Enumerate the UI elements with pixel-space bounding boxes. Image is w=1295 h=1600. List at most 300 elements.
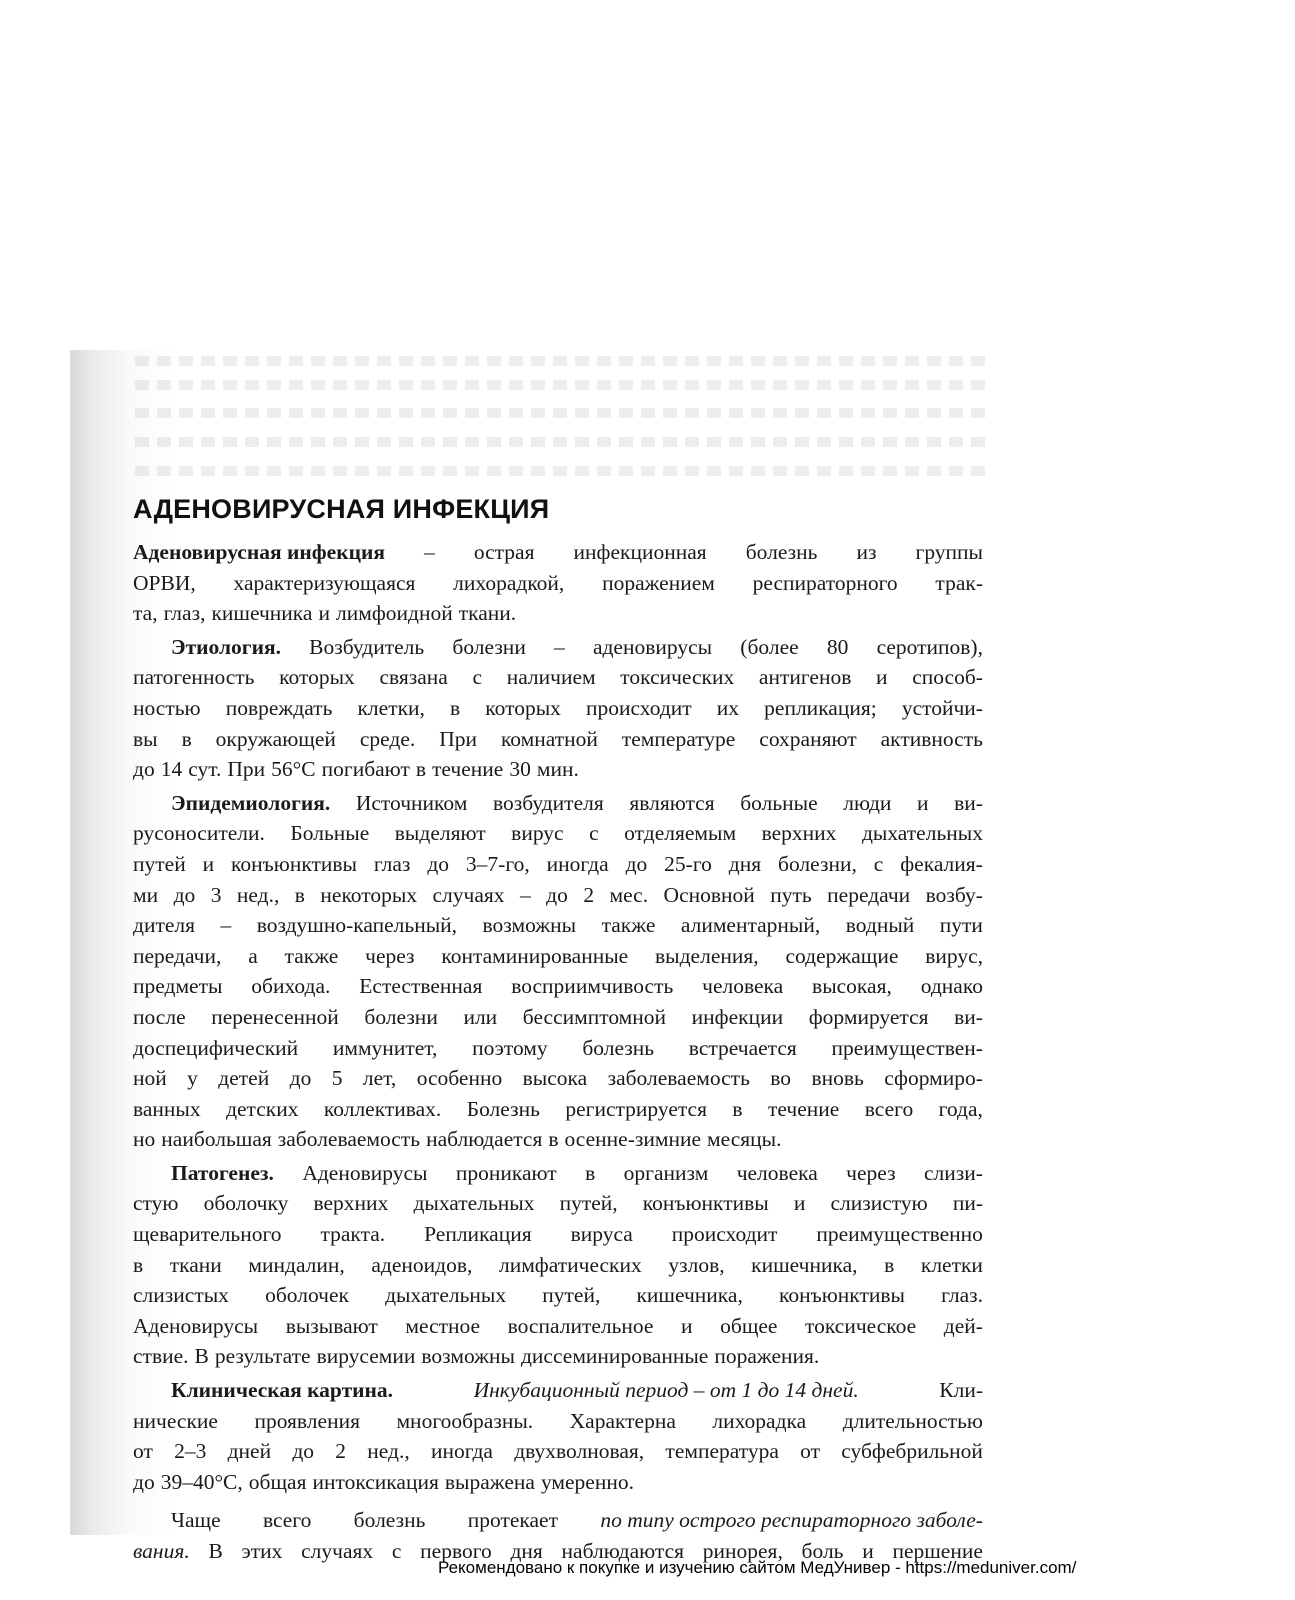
section-label: Этиология. — [171, 634, 281, 659]
word: Чаще — [171, 1508, 221, 1533]
word: нед., — [367, 1439, 410, 1464]
word: температуре — [621, 726, 736, 751]
text-line — [133, 1467, 983, 1498]
word: преимуществен- — [831, 1035, 983, 1060]
word: Больные — [290, 821, 370, 846]
word: стую — [133, 1191, 179, 1216]
word: высокая, — [812, 974, 892, 999]
word: диссеминированные — [520, 1344, 709, 1369]
word: до — [427, 851, 450, 876]
word: передачи — [827, 882, 911, 907]
text-line — [133, 788, 983, 819]
word: ми — [133, 882, 159, 907]
word: с — [873, 851, 884, 876]
text-line — [133, 1219, 983, 1250]
word: являются — [629, 790, 715, 815]
word: клетки, — [357, 695, 425, 720]
word: в — [133, 1252, 144, 1277]
text-line — [133, 880, 983, 911]
word: через — [365, 943, 415, 968]
text-line — [133, 1341, 983, 1372]
word: ной — [133, 1066, 167, 1091]
word: года, — [938, 1096, 983, 1121]
word: боль — [801, 1539, 844, 1563]
text-line — [133, 1188, 983, 1219]
word: глаз. — [941, 1283, 983, 1308]
text-line — [133, 632, 983, 663]
word: случаях — [301, 1539, 374, 1563]
word: выражена — [444, 1469, 535, 1494]
word: первого — [420, 1539, 492, 1563]
word: нед., — [236, 882, 280, 907]
word: При — [439, 726, 477, 751]
word: першение — [892, 1539, 983, 1563]
word: 39–40°С, — [160, 1469, 243, 1494]
word: бессимптомной — [522, 1004, 667, 1029]
word: 3–7-го, — [465, 851, 530, 876]
word: интоксикация — [312, 1469, 439, 1494]
word: Естественная — [359, 974, 483, 999]
word: больные — [740, 790, 818, 815]
word: Аденовирусы — [133, 1313, 259, 1338]
word: с — [589, 821, 599, 846]
word: болезнь — [582, 1035, 655, 1060]
word: При — [227, 757, 266, 782]
word: лимфоидной — [335, 601, 453, 626]
word: слизи- — [923, 1160, 983, 1185]
emphasis-text: вания. — [133, 1539, 190, 1563]
word: Репликация — [424, 1222, 532, 1247]
word: с — [472, 665, 483, 690]
word: способ- — [912, 665, 983, 690]
word: болезнь — [353, 1508, 426, 1533]
word: а — [248, 943, 258, 968]
word: субфебрильной — [841, 1439, 983, 1464]
word: связана — [379, 665, 448, 690]
section-heading: АДЕНОВИРУСНАЯ ИНФЕКЦИЯ — [133, 494, 550, 524]
word: вируса — [570, 1222, 633, 1247]
word: дыхательных — [385, 1283, 507, 1308]
word: болезни, — [778, 851, 857, 876]
word: – — [424, 540, 435, 564]
word: устойчи- — [901, 695, 983, 720]
word: Кли- — [939, 1378, 983, 1403]
word: ванных — [133, 1096, 201, 1121]
word: ринорея, — [702, 1539, 783, 1563]
word: 56°С — [271, 757, 316, 782]
word: детских — [226, 1096, 299, 1121]
word: однако — [920, 974, 983, 999]
word: в — [732, 1096, 743, 1121]
word: человека — [736, 1160, 818, 1185]
word: комнатной — [500, 726, 598, 751]
word: нические — [133, 1408, 218, 1433]
word: люди — [843, 790, 892, 815]
word: Болезнь — [466, 1096, 540, 1121]
word: после — [133, 1004, 186, 1029]
word: вызывают — [285, 1313, 378, 1338]
word: до — [625, 851, 648, 876]
word: через — [846, 1160, 896, 1185]
word: протекает — [467, 1508, 558, 1533]
text-line — [133, 1158, 983, 1189]
word: конъюнктивы — [642, 1191, 769, 1216]
word: до — [546, 882, 568, 907]
word: во — [770, 1066, 792, 1091]
text-line — [133, 693, 983, 724]
word: восприимчивость — [511, 974, 674, 999]
word: (более — [740, 634, 799, 659]
word: и — [876, 665, 888, 690]
word: от — [133, 1439, 153, 1464]
word: дней — [227, 1439, 272, 1464]
word: респираторного — [752, 570, 898, 595]
word: верхних — [761, 821, 837, 846]
word: в — [294, 882, 305, 907]
text-line — [133, 568, 983, 599]
word: аденоидов, — [371, 1252, 473, 1277]
word: из — [856, 540, 877, 564]
word: человека — [702, 974, 784, 999]
word: наибольшая — [161, 1127, 272, 1152]
word: до — [133, 1469, 155, 1494]
text-line — [133, 1094, 983, 1125]
word: токсическое — [805, 1313, 917, 1338]
word: сохраняют — [759, 726, 857, 751]
word: тракта. — [320, 1222, 386, 1247]
word: детей — [218, 1066, 270, 1091]
word: вирус — [511, 821, 564, 846]
word: в — [450, 695, 461, 720]
word: ствие. — [133, 1344, 189, 1369]
word: возможны — [421, 1344, 515, 1369]
word: преимущественно — [816, 1222, 983, 1247]
word: результате — [214, 1344, 311, 1369]
word: и — [202, 851, 215, 876]
text-line — [133, 598, 983, 629]
word: иммунитет, — [332, 1035, 438, 1060]
word: 2 — [335, 1439, 347, 1464]
word: но — [133, 1127, 156, 1152]
word: и — [862, 1539, 874, 1563]
word: 80 — [826, 634, 849, 659]
text-line — [133, 537, 983, 568]
word: высока — [522, 1066, 588, 1091]
word: патогенность — [133, 665, 255, 690]
text-line — [133, 1250, 983, 1281]
word: 2–3 — [174, 1439, 207, 1464]
text-line — [133, 971, 983, 1002]
word: выделяют — [394, 821, 486, 846]
word: обихода. — [251, 974, 331, 999]
word: отделяемым — [624, 821, 737, 846]
word: В — [194, 1344, 209, 1369]
word: и — [681, 1313, 693, 1338]
word: кишечника — [211, 601, 313, 626]
bleed-through-line — [135, 437, 990, 447]
text-line — [133, 941, 983, 972]
text-line — [133, 849, 983, 880]
text-line — [133, 1033, 983, 1064]
word: формируется — [808, 1004, 929, 1029]
word: с — [391, 1539, 402, 1563]
word: ткани. — [458, 601, 517, 626]
word: кишечника, — [751, 1252, 858, 1277]
word: глаз, — [163, 601, 206, 626]
word: погибают — [321, 757, 410, 782]
word: фекалия- — [900, 851, 983, 876]
text-line — [133, 662, 983, 693]
word: ОРВИ, — [133, 570, 196, 595]
word: 2 — [583, 882, 595, 907]
word: дня — [510, 1539, 543, 1563]
word: происходит — [671, 1222, 778, 1247]
text-line — [133, 1063, 983, 1094]
word: возбу- — [925, 882, 983, 907]
text-line — [133, 1436, 983, 1467]
section-label: Клиническая картина. — [171, 1378, 394, 1403]
word: ностью — [133, 695, 201, 720]
word: Аденовирусы — [302, 1160, 428, 1185]
word: русоносители. — [133, 821, 265, 846]
word: наблюдается — [426, 1127, 543, 1152]
word: конъюнктивы — [231, 851, 357, 876]
word: вирус, — [925, 943, 983, 968]
text-line — [133, 724, 983, 755]
word: болезни — [452, 634, 526, 659]
word: которых — [485, 695, 561, 720]
footer-note: Рекомендовано к покупке и изучению сайтом МедУнивер - https://meduniver.com/ — [438, 1558, 1077, 1577]
word: в — [415, 757, 427, 782]
text-line — [133, 754, 983, 785]
word: группы — [915, 540, 983, 564]
word: инфекционная — [573, 540, 707, 564]
word: В — [208, 1539, 223, 1563]
word: 25-го — [664, 851, 712, 876]
word: до — [133, 757, 155, 782]
word: течение — [768, 1096, 840, 1121]
word: в — [181, 726, 192, 751]
word: вирусемии — [316, 1344, 416, 1369]
word: острая — [473, 540, 535, 564]
word: путей, — [542, 1283, 601, 1308]
emphasis-text: по типу острого респираторного заболе- — [600, 1508, 983, 1533]
word: верхних — [313, 1191, 389, 1216]
word: – — [519, 882, 531, 907]
word: особенно — [416, 1066, 503, 1091]
word: заболеваемость — [607, 1066, 750, 1091]
word: осенне-зимние — [564, 1127, 702, 1152]
word: щеварительного — [133, 1222, 282, 1247]
word: характеризующаяся — [233, 570, 416, 595]
text-line — [133, 1505, 983, 1536]
word: у — [187, 1066, 198, 1091]
bleed-through-line — [135, 466, 990, 476]
word: мин. — [536, 757, 579, 782]
word: и — [318, 601, 330, 626]
word: слизистую — [830, 1191, 928, 1216]
word: общая — [248, 1469, 307, 1494]
word: также — [284, 943, 339, 968]
word: активность — [880, 726, 983, 751]
word: лет, — [362, 1066, 397, 1091]
word: – — [220, 913, 232, 938]
word: лихорадкой, — [453, 570, 565, 595]
word: температура — [665, 1439, 779, 1464]
text-line — [133, 818, 983, 849]
word: аденовирусы — [592, 634, 713, 659]
word: дыхательных — [861, 821, 983, 846]
word: вы — [133, 726, 158, 751]
word: трак- — [935, 570, 983, 595]
word: двухволновая, — [514, 1439, 645, 1464]
word: миндалин, — [248, 1252, 345, 1277]
word: клетки — [920, 1252, 983, 1277]
word: оболочек — [265, 1283, 349, 1308]
text-line — [133, 1311, 983, 1342]
word: серотипов), — [876, 634, 983, 659]
word: поражением — [602, 570, 715, 595]
word: и — [793, 1191, 806, 1216]
word: и — [917, 790, 929, 815]
word: иногда — [430, 1439, 493, 1464]
word: доспецифический — [133, 1035, 299, 1060]
word: Характерна — [569, 1408, 676, 1433]
word: их — [716, 695, 740, 720]
word: дыхательных — [413, 1191, 535, 1216]
word: которых — [279, 665, 355, 690]
word: сут. — [188, 757, 222, 782]
word: от — [800, 1439, 821, 1464]
word: глаз — [373, 851, 411, 876]
word: мес. — [609, 882, 649, 907]
word: репликация; — [764, 695, 877, 720]
word: инфекции — [691, 1004, 784, 1029]
word: встречается — [688, 1035, 797, 1060]
word: антигенов — [758, 665, 852, 690]
word: наличием — [506, 665, 596, 690]
word: 5 — [331, 1066, 343, 1091]
word: в — [548, 1127, 559, 1152]
word: среде. — [359, 726, 416, 751]
word: всего — [262, 1508, 312, 1533]
word: повреждать — [225, 695, 333, 720]
word: предметы — [133, 974, 223, 999]
word: болезнь — [745, 540, 818, 564]
word: слизистых — [133, 1283, 229, 1308]
text-line — [133, 1124, 983, 1155]
word: токсических — [620, 665, 735, 690]
word: Источником — [355, 790, 468, 815]
word: умеренно. — [540, 1469, 634, 1494]
word: поражения. — [714, 1344, 820, 1369]
word: иногда — [546, 851, 609, 876]
text-line — [133, 1375, 983, 1406]
word: всего — [864, 1096, 914, 1121]
word: путей — [133, 851, 186, 876]
word: поэтому — [472, 1035, 548, 1060]
word: возбудителя — [492, 790, 604, 815]
word: общее — [720, 1313, 778, 1338]
body-text — [133, 537, 983, 1567]
word: Основной — [663, 882, 755, 907]
word: кишечника, — [636, 1283, 743, 1308]
word: воспалительное — [507, 1313, 654, 1338]
word: этих — [241, 1539, 283, 1563]
word: коллективах. — [323, 1096, 442, 1121]
term-name: Аденовирусная инфекция — [133, 540, 385, 564]
word: течение — [432, 757, 504, 782]
text-line — [133, 1002, 983, 1033]
word: месяцы. — [707, 1127, 782, 1152]
word: также — [601, 913, 656, 938]
word: длительностью — [842, 1408, 983, 1433]
section-label: Эпидемиология. — [171, 790, 331, 815]
word: перенесенной — [211, 1004, 339, 1029]
bleed-through-line — [135, 356, 990, 366]
word: путей, — [559, 1191, 618, 1216]
word: сформиро- — [884, 1066, 983, 1091]
word: местное — [405, 1313, 481, 1338]
word: происходит — [586, 695, 692, 720]
word: дня — [728, 851, 762, 876]
word: ви- — [954, 790, 983, 815]
word: дителя — [133, 913, 196, 938]
word: алиментарный, — [680, 913, 821, 938]
word: передачи, — [133, 943, 222, 968]
word: пути — [939, 913, 983, 938]
word: болезни — [364, 1004, 438, 1029]
word: ткани — [169, 1252, 222, 1277]
word: до — [289, 1066, 312, 1091]
word: лихорадка — [712, 1408, 807, 1433]
text-line — [133, 910, 983, 941]
word: контаминированные — [441, 943, 629, 968]
word: содержащие — [785, 943, 899, 968]
word: Возбудитель — [309, 634, 425, 659]
word: или — [463, 1004, 498, 1029]
word: выделения, — [655, 943, 759, 968]
word: окружающей — [215, 726, 336, 751]
word: оболочку — [203, 1191, 289, 1216]
word: воздушно-капельный, — [256, 913, 458, 938]
word: заболеваемость — [277, 1127, 421, 1152]
word: в — [585, 1160, 596, 1185]
word: некоторых — [320, 882, 418, 907]
word: ви- — [954, 1004, 983, 1029]
word: – — [554, 634, 565, 659]
word: 14 — [160, 757, 183, 782]
word: организм — [623, 1160, 709, 1185]
bleed-through-line — [135, 380, 990, 390]
word: лимфатических — [498, 1252, 642, 1277]
bleed-through-line — [135, 408, 990, 418]
word: многообразны. — [396, 1408, 534, 1433]
word: возможны — [482, 913, 577, 938]
text-line — [133, 1406, 983, 1437]
word: до — [292, 1439, 315, 1464]
word: в — [884, 1252, 895, 1277]
word: проникают — [455, 1160, 557, 1185]
word: узлов, — [668, 1252, 725, 1277]
word: дей- — [943, 1313, 983, 1338]
word: конъюнктивы — [779, 1283, 905, 1308]
word: проявления — [254, 1408, 360, 1433]
word: пи- — [952, 1191, 983, 1216]
word: 3 — [210, 882, 222, 907]
section-label: Патогенез. — [171, 1160, 274, 1185]
word: 30 — [509, 757, 531, 782]
